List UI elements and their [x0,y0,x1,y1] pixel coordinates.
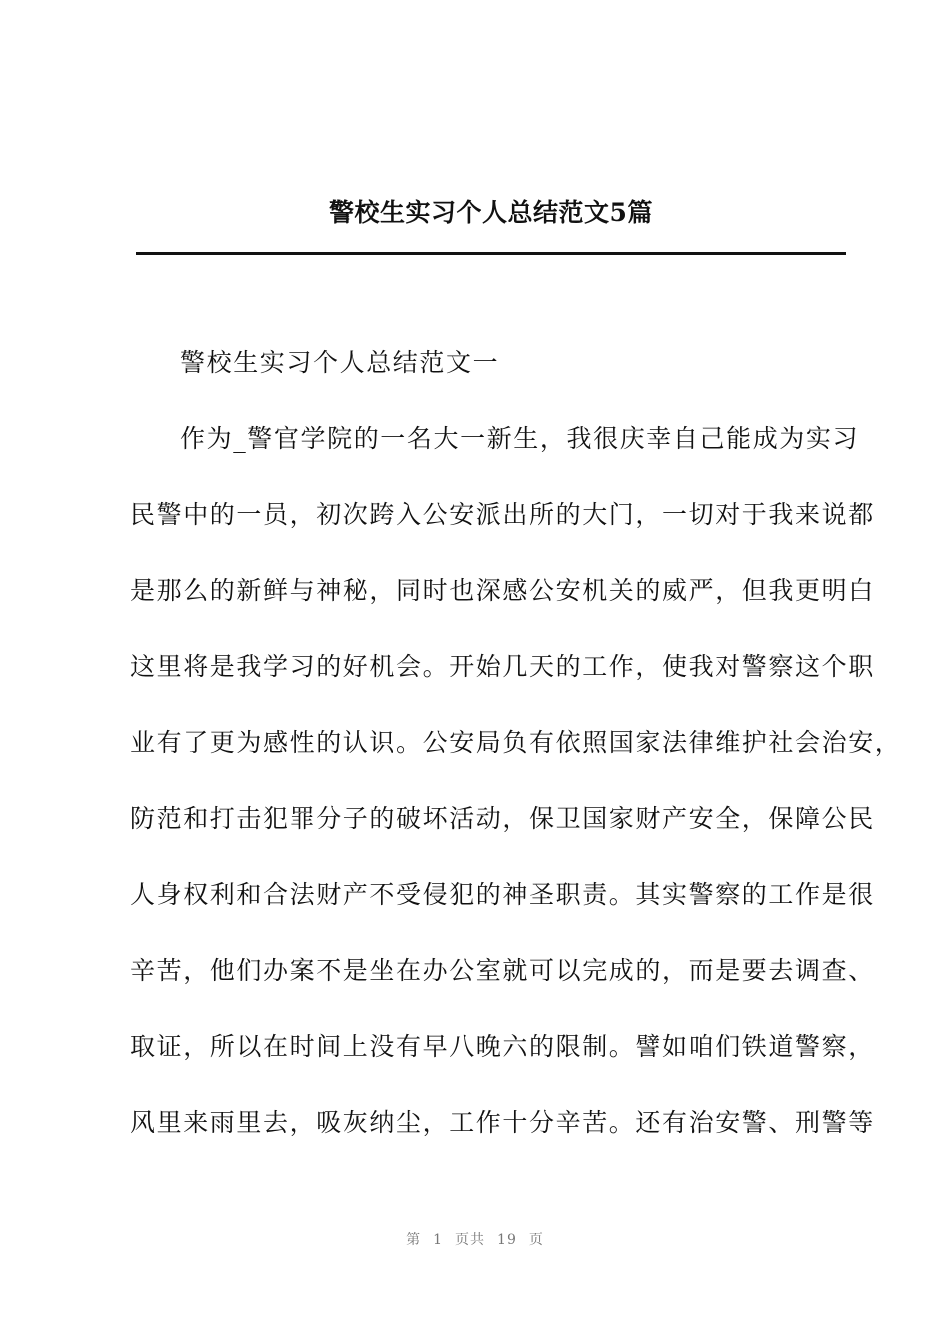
document-title: 警校生实习个人总结范文5篇 [329,198,653,227]
footer-label-prefix: 第 [406,1232,422,1248]
paragraph-line: 人身权利和合法财产不受侵犯的神圣职责。其实警察的工作是很 [130,880,875,909]
paragraph-line: 是那么的新鲜与神秘，同时也深感公安机关的威严，但我更明白 [130,576,875,605]
paragraph-line: 防范和打击犯罪分子的破坏活动，保卫国家财产安全，保障公民 [130,804,875,833]
paragraph [130,420,902,1142]
page-footer [0,1229,950,1249]
paragraph-line: 取证，所以在时间上没有早八晚六的限制。譬如咱们铁道警察， [130,1032,875,1061]
paragraph-line: 业有了更为感性的认识。公安局负有依照国家法律维护社会治安， [130,728,902,757]
paragraph-line: 辛苦，他们办案不是坐在办公室就可以完成的，而是要去调查、 [130,956,875,985]
paragraph-line: 民警中的一员，初次跨入公安派出所的大门，一切对于我来说都 [130,500,875,529]
title-underline [136,252,846,255]
footer-label-suffix: 页 [528,1232,544,1248]
paragraph-line: 作为_警官学院的一名大一新生，我很庆幸自己能成为实习 [180,424,860,453]
footer-label-middle: 页共 [455,1232,486,1248]
footer-current-page: 1 [433,1232,444,1248]
section-heading: 警校生实习个人总结范文一 [180,348,500,377]
paragraph-line: 风里来雨里去，吸灰纳尘，工作十分辛苦。还有治安警、刑警等 [130,1108,875,1137]
document-body [130,344,902,1180]
footer-total-pages: 19 [497,1232,517,1248]
paragraph-line: 这里将是我学习的好机会。开始几天的工作，使我对警察这个职 [130,652,875,681]
